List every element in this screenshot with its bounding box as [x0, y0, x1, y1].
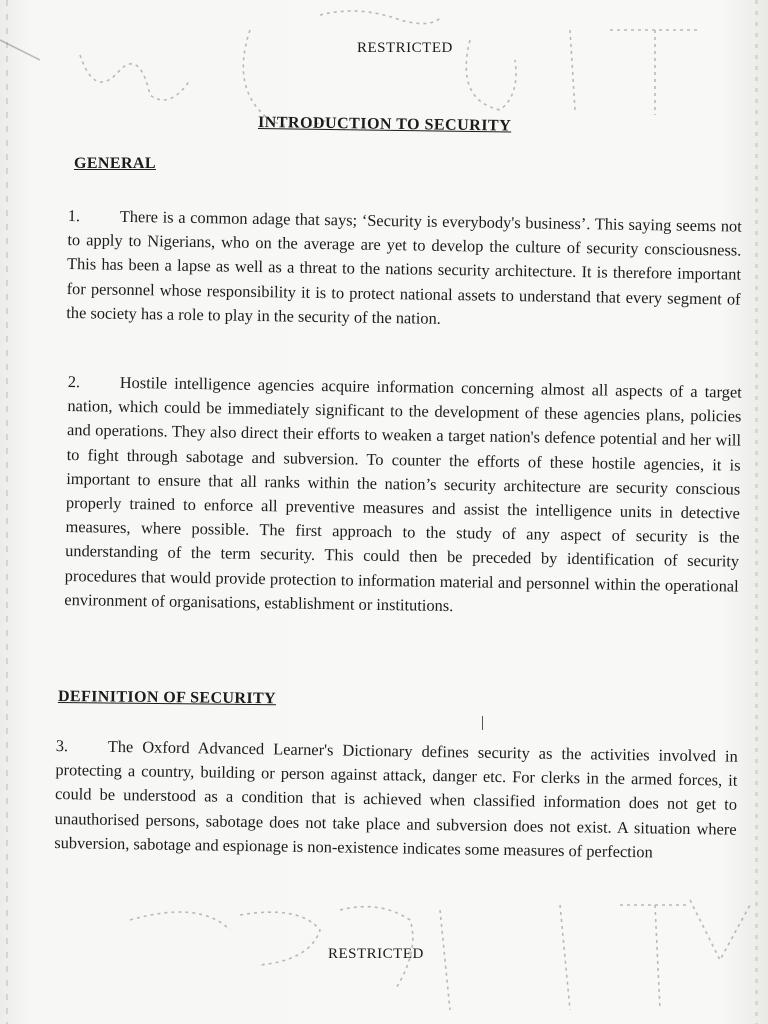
- pen-mark: [482, 716, 483, 730]
- paragraph-number: 1.: [67, 205, 81, 226]
- paragraph-text: The Oxford Advanced Learner's Dictionary defines security as the activities involved in protecting a country, building or person against attack, danger etc. For clerks in the armed forces, it could be understood as a condition that is achieved when classified information does not get to unauthorised persons, sabotage does not take place and subversion does not exist. A situation where subversion, sabotage and espionage is non-existence indicates some measures of perfection: [54, 736, 738, 862]
- paragraph-number: 3.: [55, 735, 69, 756]
- paragraph-2: [64, 370, 742, 623]
- document-title: INTRODUCTION TO SECURITY: [257, 114, 512, 135]
- paragraph-1: [66, 204, 742, 336]
- section-heading-general: GENERAL: [74, 155, 156, 172]
- security-marking-bottom: RESTRICTED: [328, 946, 424, 962]
- security-marking-top: RESTRICTED: [357, 40, 453, 56]
- paragraph-3: [54, 734, 738, 866]
- paragraph-text: Hostile intelligence agencies acquire information concerning almost all aspects of a target nation, which could be immediately significant to the development of these agencies plans, policies and operations. They also direct their efforts to weaken a target nation's defence potential and her will to fight through sabotage and subversion. To counter the efforts of these hostile agencies, it is important to ensure that all ranks within the nation’s security architecture are security conscious properly trained to enforce all preventive measures and assist the intelligence units in detective measures, where possible. The first approach to the study of any aspect of security is the understanding of the term security. This could then be preceded by identification of security procedures that would provide protection to information material and personnel within the operational environment of organisations, establishment or institutions.: [64, 372, 742, 615]
- paragraph-text: There is a common adage that says; ‘Security is everybody's business’. This saying seems not to apply to Nigerians, who on the average are yet to develop the culture of security consciousness. This has been a lapse as well as a threat to the nations security architecture. It is therefore important for personnel whose responsibility it is to protect national assets to understand that every segment of the society has a role to play in the security of the nation.: [66, 206, 742, 328]
- paragraph-number: 2.: [67, 371, 81, 392]
- section-heading-definition: DEFINITION OF SECURITY: [57, 688, 277, 708]
